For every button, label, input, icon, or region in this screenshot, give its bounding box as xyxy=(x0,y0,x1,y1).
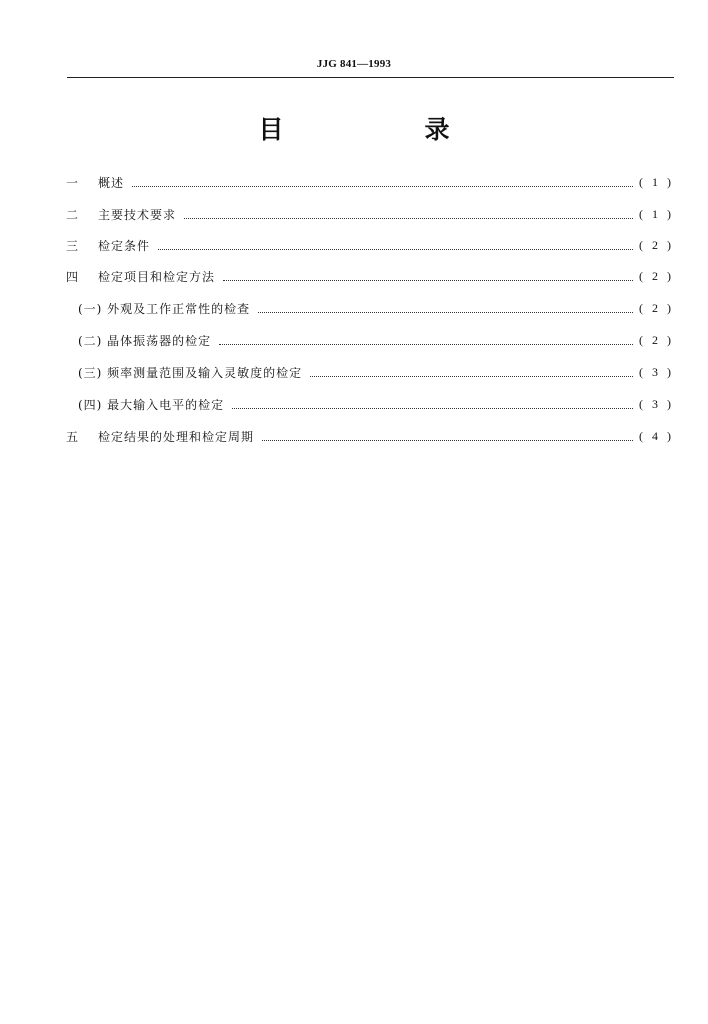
toc-entry-page: ( 4 ) xyxy=(639,428,674,443)
toc-entry-number: 五 xyxy=(66,429,79,444)
toc-entry-label: (三) 频率测量范围及输入灵敏度的检定 xyxy=(78,365,303,380)
toc-leader-dots xyxy=(232,408,633,409)
toc-entry-page: ( 2 ) xyxy=(639,332,674,347)
toc-entry-label: 检定条件 xyxy=(98,238,151,253)
toc-entry[interactable] xyxy=(66,172,674,192)
toc-entry-number: 一 xyxy=(66,175,79,190)
toc-leader-dots xyxy=(184,218,633,219)
toc-entry[interactable] xyxy=(78,362,674,382)
toc-leader-dots xyxy=(310,376,633,377)
toc-entry[interactable] xyxy=(66,266,674,286)
toc-entry-label: (四) 最大输入电平的检定 xyxy=(78,397,225,412)
toc-entry-page: ( 2 ) xyxy=(639,237,674,252)
toc-entry-number: 二 xyxy=(66,207,79,222)
toc-entry[interactable] xyxy=(78,330,674,350)
toc-leader-dots xyxy=(258,312,633,313)
toc-entry-page: ( 1 ) xyxy=(639,174,674,189)
toc-entry-page: ( 3 ) xyxy=(639,396,674,411)
toc-entry-page: ( 1 ) xyxy=(639,206,674,221)
toc-entry[interactable] xyxy=(78,394,674,414)
toc-leader-dots xyxy=(158,249,633,250)
toc-entry-label: 主要技术要求 xyxy=(98,207,177,222)
toc-title: 目 录 xyxy=(258,115,508,144)
toc-entry[interactable] xyxy=(66,235,674,255)
toc-entry-label: (二) 晶体振荡器的检定 xyxy=(78,333,212,348)
toc-entry-label: 检定结果的处理和检定周期 xyxy=(98,429,255,444)
header-rule xyxy=(67,77,674,78)
toc-entry-page: ( 2 ) xyxy=(639,268,674,283)
toc-entry[interactable] xyxy=(66,204,674,224)
toc-leader-dots xyxy=(219,344,633,345)
toc-entry-label: (一) 外观及工作正常性的检查 xyxy=(78,301,251,316)
toc-entry[interactable] xyxy=(78,298,674,318)
toc-entry-page: ( 3 ) xyxy=(639,364,674,379)
toc-leader-dots xyxy=(132,186,633,187)
toc-entry-label: 概述 xyxy=(98,175,125,190)
standard-code-header: JJG 841—1993 xyxy=(316,58,392,70)
toc-entry-label: 检定项目和检定方法 xyxy=(98,269,216,284)
toc-entry-number: 四 xyxy=(66,269,79,284)
toc-entry-page: ( 2 ) xyxy=(639,300,674,315)
toc-leader-dots xyxy=(262,440,633,441)
toc-entry[interactable] xyxy=(66,426,674,446)
toc-entry-number: 三 xyxy=(66,238,79,253)
toc-leader-dots xyxy=(223,280,633,281)
